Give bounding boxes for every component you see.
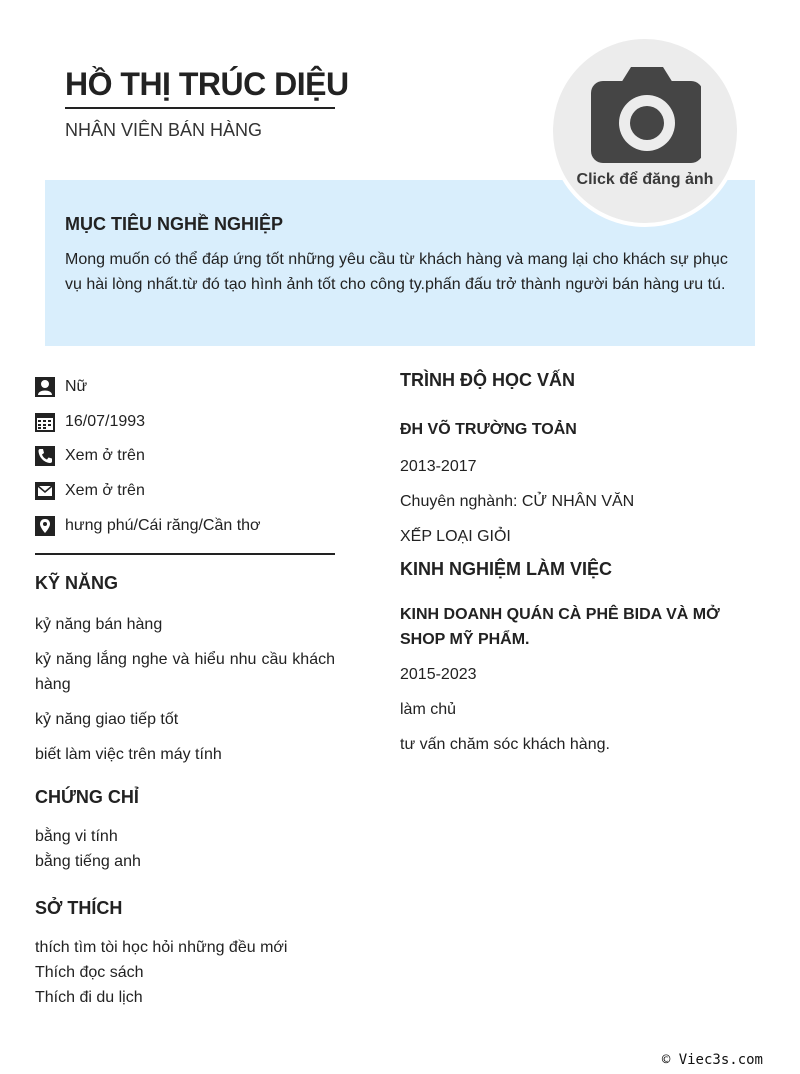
hobbies-title: SỞ THÍCH [35,897,123,918]
certificates-title: CHỨNG CHỈ [35,786,139,807]
gender-row [35,370,335,405]
job-title: NHÂN VIÊN BÁN HÀNG [65,120,263,140]
email-row [35,474,335,509]
location-pin-icon [35,516,55,536]
education-major: Chuyên nghành: CỬ NHÂN VĂN [400,493,635,510]
phone-icon [35,446,55,466]
right-column [400,370,740,767]
experience-role: làm chủ [400,701,457,718]
skills-title: KỸ NĂNG [35,572,119,593]
skill-item: kỷ năng giao tiếp tốt [35,710,179,728]
hobby-item: Thích đi du lịch [35,988,143,1006]
certificates-section [35,787,335,874]
envelope-icon [35,481,55,501]
company-name: KINH DOANH QUÁN CÀ PHÊ BIDA VÀ MỞ SHOP MỸ PHẨM. [400,606,720,648]
experience-title: KINH NGHIỆM LÀM VIỆC [400,559,613,579]
candidate-name: HỒ THỊ TRÚC DIỆU [65,66,335,109]
skill-item: kỷ năng lắng nghe và hiểu nhu cầu khách hàng [35,650,335,693]
calendar-icon [35,412,55,432]
experience-section [400,559,740,757]
certificate-item: bằng vi tính [35,827,118,845]
hobby-item: thích tìm tòi học hỏi những đều mới [35,938,288,956]
education-grade: XẾP LOẠI GIỎI [400,528,511,545]
footer-copyright: © Viec3s.com [661,1052,763,1068]
school-name: ĐH VÕ TRƯỜNG TOẢN [400,421,577,438]
email-value: Xem ở trên [65,482,145,500]
phone-value: Xem ở trên [65,447,145,465]
objective-text: Mong muốn có thể đáp ứng tốt những yêu cầu từ khách hàng và mang lại cho khách sự phục vụ hài lòng nhất.từ đó tạo hình ảnh tốt cho công ty.phấn đấu trở thành người bán hàng ưu tú. [65,251,728,293]
address-row [35,508,335,543]
hobby-item: Thích đọc sách [35,963,144,981]
left-column [35,370,335,1010]
camera-icon [589,65,701,165]
hobbies-section [35,898,335,1010]
education-title: TRÌNH ĐỘ HỌC VẤN [400,370,575,390]
skill-item: kỷ năng bán hàng [35,615,163,633]
education-period: 2013-2017 [400,458,477,475]
gender-value: Nữ [65,378,88,396]
section-divider [35,553,335,555]
phone-row [35,439,335,474]
upload-photo-label: Click để đăng ảnh [576,171,714,188]
experience-description: tư vấn chăm sóc khách hàng. [400,736,610,753]
skills-section [35,573,335,767]
objective-title: MỤC TIÊU NGHỀ NGHIỆP [65,214,284,234]
certificate-item: bằng tiếng anh [35,852,141,870]
education-section [400,370,740,549]
upload-photo-button[interactable] [549,35,741,227]
person-icon [35,377,55,397]
address-value: hưng phú/Cái răng/Cần thơ [65,516,261,534]
experience-period: 2015-2023 [400,666,477,683]
birthday-value: 16/07/1993 [65,412,146,430]
skill-item: biết làm việc trên máy tính [35,745,222,763]
birthday-row [35,405,335,440]
